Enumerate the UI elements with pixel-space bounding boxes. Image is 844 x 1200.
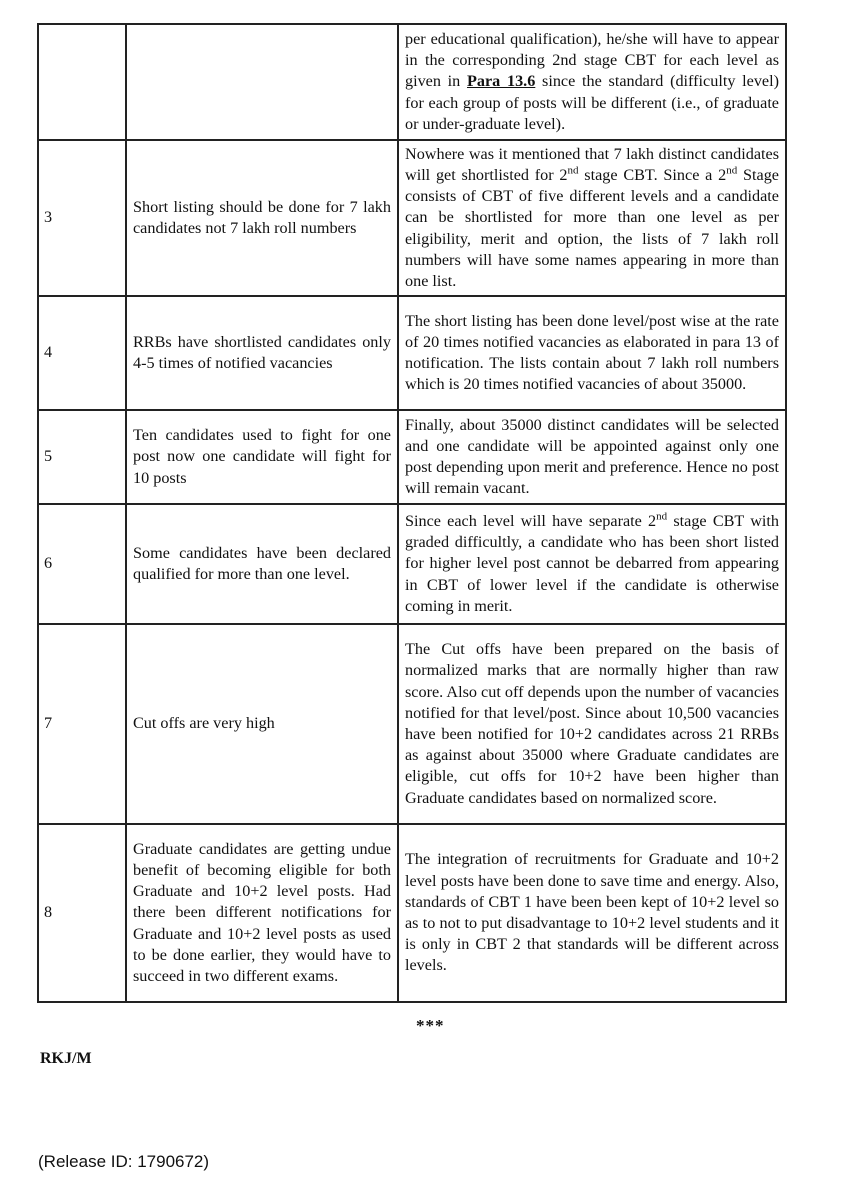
reply-text: Nowhere was it mentioned that 7 lakh distinct candidates will get shortlisted for 2	[405, 144, 779, 184]
table-row	[38, 296, 786, 410]
reply-cell: The Cut offs have been prepared on the basis of normalized marks that are normally higher than raw score. Also cut off depends upon the number of vacancies notified for that level/post. Since about 10,500 vacancies have been notified for 10+2 candidates across 21 RRBs as against about 35000 where Graduate candidates are eligible, cut offs for 10+2 have been higher than Graduate candidates based on normalized score.	[398, 624, 786, 824]
ordinal-suffix: nd	[567, 164, 579, 177]
issue-cell: Short listing should be done for 7 lakh candidates not 7 lakh roll numbers	[126, 140, 398, 296]
reply-cell	[398, 504, 786, 624]
row-number: 8	[38, 824, 126, 1002]
issue-cell	[126, 24, 398, 140]
issue-cell: Graduate candidates are getting undue benefit of becoming eligible for both Graduate and 10+2 level posts. Had there been different notifications for Graduate and 10+2 level posts as used to be done earlier, they would have to succeed in two different exams.	[126, 824, 398, 1002]
issue-cell: Some candidates have been declared qualified for more than one level.	[126, 504, 398, 624]
table-row	[38, 624, 786, 824]
issue-cell: RRBs have shortlisted candidates only 4-5 times of notified vacancies	[126, 296, 398, 410]
reply-cell	[398, 140, 786, 296]
issue-cell: Ten candidates used to fight for one post now one candidate will fight for 10 posts	[126, 410, 398, 504]
row-number: 6	[38, 504, 126, 624]
table-row	[38, 504, 786, 624]
reply-text: per educational qualification), he/she will have to appear in the corresponding 2nd stage CBT for each level as given in	[405, 29, 779, 91]
table-row	[38, 24, 786, 140]
row-number: 3	[38, 140, 126, 296]
section-separator: ***	[416, 1016, 445, 1035]
ordinal-suffix: nd	[656, 510, 668, 523]
reply-text: stage CBT with graded difficultly, a candidate who has been short listed for higher level post cannot be debarred from appearing in CBT of lower level if the candidate is otherwise coming in merit.	[405, 511, 779, 615]
ordinal-suffix: nd	[726, 164, 738, 177]
author-initials: RKJ/M	[40, 1050, 92, 1067]
reply-cell: The integration of recruitments for Graduate and 10+2 level posts have been done to save time and energy. Also, standards of CBT 1 have been been kept of 10+2 level so as to not to put disadvantage to 10+2 level students and it is only in CBT 2 that standards will be different across levels.	[398, 824, 786, 1002]
table-row	[38, 140, 786, 296]
issue-cell: Cut offs are very high	[126, 624, 398, 824]
faq-table	[37, 23, 787, 1003]
reply-text: stage CBT. Since a 2	[578, 165, 727, 184]
table-row	[38, 824, 786, 1002]
release-id: (Release ID: 1790672)	[38, 1152, 210, 1171]
row-number: 4	[38, 296, 126, 410]
reply-text: since the standard (difficulty level) for each group of posts will be different (i.e., of graduate or under-graduate level).	[405, 72, 779, 133]
table-row	[38, 410, 786, 504]
row-number: 5	[38, 410, 126, 504]
reply-cell	[398, 24, 786, 140]
reply-cell: The short listing has been done level/post wise at the rate of 20 times notified vacancies as elaborated in para 13 of notification. The lists contain about 7 lakh roll numbers which is 20 times notified vacancies of about 35000.	[398, 296, 786, 410]
row-number	[38, 24, 126, 140]
para-reference: Para 13.6	[467, 72, 536, 91]
reply-text: Stage consists of CBT of five different levels and a candidate can be shortlisted for more than one level as per eligibility, merit and option, the lists of 7 lakh roll numbers will have some names appearing in more than one list.	[405, 165, 779, 290]
reply-text: Since each level will have separate 2	[405, 511, 657, 530]
reply-cell: Finally, about 35000 distinct candidates will be selected and one candidate will be appointed against only one post depending upon merit and preference. Hence no post will remain vacant.	[398, 410, 786, 504]
row-number: 7	[38, 624, 126, 824]
